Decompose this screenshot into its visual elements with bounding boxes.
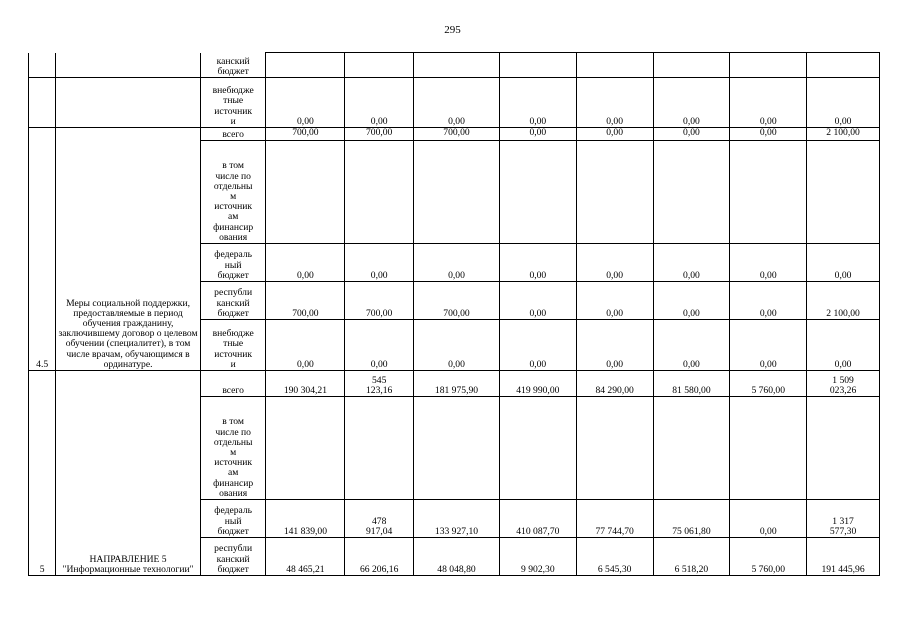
value-cell: 0,00 <box>807 320 880 371</box>
value-cell: 0,00 <box>730 244 807 282</box>
table-row <box>29 78 880 128</box>
value-cell: 700,00 <box>345 128 414 141</box>
source-cell: республи канский бюджет <box>200 282 266 320</box>
value-cell: 700,00 <box>414 282 500 320</box>
value-cell: 0,00 <box>499 244 576 282</box>
source-cell: всего <box>200 128 266 141</box>
value-cell: 0,00 <box>576 128 653 141</box>
value-cell: 0,00 <box>266 244 345 282</box>
value-cell: 0,00 <box>576 78 653 128</box>
value-cell: 478 917,04 <box>345 500 414 538</box>
value-cell: 0,00 <box>414 78 500 128</box>
budget-table <box>28 52 880 576</box>
row-index: 5 <box>29 371 56 576</box>
value-cell: 48 048,80 <box>414 538 500 576</box>
value-cell: 700,00 <box>414 128 500 141</box>
value-cell: 0,00 <box>730 128 807 141</box>
value-cell: 0,00 <box>499 78 576 128</box>
table-row <box>29 128 880 141</box>
value-cell: 0,00 <box>653 320 730 371</box>
value-cell: 66 206,16 <box>345 538 414 576</box>
value-cell: 0,00 <box>414 320 500 371</box>
source-cell: всего <box>200 371 266 397</box>
source-cell: в том числе по отдельны м источник ам финансир ования <box>200 141 266 244</box>
value-cell: 0,00 <box>576 282 653 320</box>
value-cell: 0,00 <box>653 244 730 282</box>
value-cell: 133 927,10 <box>414 500 500 538</box>
value-cell: 0,00 <box>499 320 576 371</box>
page-number: 295 <box>444 24 461 36</box>
source-cell: федераль ный бюджет <box>200 244 266 282</box>
value-cell: 0,00 <box>345 320 414 371</box>
value-cell: 700,00 <box>266 282 345 320</box>
value-cell: 410 087,70 <box>499 500 576 538</box>
value-cell: 75 061,80 <box>653 500 730 538</box>
value-cell: 0,00 <box>653 128 730 141</box>
value-cell: 181 975,90 <box>414 371 500 397</box>
value-cell: 84 290,00 <box>576 371 653 397</box>
value-cell: 0,00 <box>730 78 807 128</box>
value-cell: 0,00 <box>499 128 576 141</box>
value-cell: 141 839,00 <box>266 500 345 538</box>
value-cell: 545 123,16 <box>345 371 414 397</box>
value-cell: 0,00 <box>653 78 730 128</box>
source-cell: внебюдже тные источник и <box>200 320 266 371</box>
value-cell: 48 465,21 <box>266 538 345 576</box>
value-cell: 0,00 <box>730 500 807 538</box>
value-cell: 191 445,96 <box>807 538 880 576</box>
table-row <box>29 371 880 397</box>
value-cell: 0,00 <box>730 282 807 320</box>
value-cell: 81 580,00 <box>653 371 730 397</box>
source-cell: внебюдже тные источник и <box>200 78 266 128</box>
value-cell: 77 744,70 <box>576 500 653 538</box>
value-cell: 0,00 <box>807 244 880 282</box>
value-cell: 0,00 <box>414 244 500 282</box>
row-name: НАПРАВЛЕНИЕ 5 "Информационные технологии" <box>56 371 201 576</box>
value-cell: 0,00 <box>653 282 730 320</box>
value-cell: 0,00 <box>807 78 880 128</box>
value-cell: 6 518,20 <box>653 538 730 576</box>
value-cell: 5 760,00 <box>730 538 807 576</box>
value-cell: 419 990,00 <box>499 371 576 397</box>
value-cell: 0,00 <box>576 320 653 371</box>
table-row <box>29 53 880 78</box>
source-cell: федераль ный бюджет <box>200 500 266 538</box>
row-name: Меры социальной поддержки, предоставляемые в период обучения гражданину, заключившему договор о целевом обучении (специалитет), в том числе врачам, обучающимся в ординатуре. <box>56 128 201 371</box>
value-cell: 2 100,00 <box>807 128 880 141</box>
value-cell: 0,00 <box>730 320 807 371</box>
value-cell: 190 304,21 <box>266 371 345 397</box>
source-cell: республи канский бюджет <box>200 538 266 576</box>
row-index: 4.5 <box>29 128 56 371</box>
value-cell: 0,00 <box>345 244 414 282</box>
value-cell: 1 509 023,26 <box>807 371 880 397</box>
value-cell: 0,00 <box>345 78 414 128</box>
value-cell: 0,00 <box>499 282 576 320</box>
source-cell: канский бюджет <box>200 53 266 78</box>
value-cell: 6 545,30 <box>576 538 653 576</box>
value-cell: 700,00 <box>266 128 345 141</box>
value-cell: 5 760,00 <box>730 371 807 397</box>
value-cell: 9 902,30 <box>499 538 576 576</box>
value-cell: 1 317 577,30 <box>807 500 880 538</box>
value-cell: 0,00 <box>266 320 345 371</box>
value-cell: 0,00 <box>266 78 345 128</box>
source-cell: в том числе по отдельны м источник ам финансир ования <box>200 397 266 500</box>
value-cell: 2 100,00 <box>807 282 880 320</box>
value-cell: 0,00 <box>576 244 653 282</box>
value-cell: 700,00 <box>345 282 414 320</box>
